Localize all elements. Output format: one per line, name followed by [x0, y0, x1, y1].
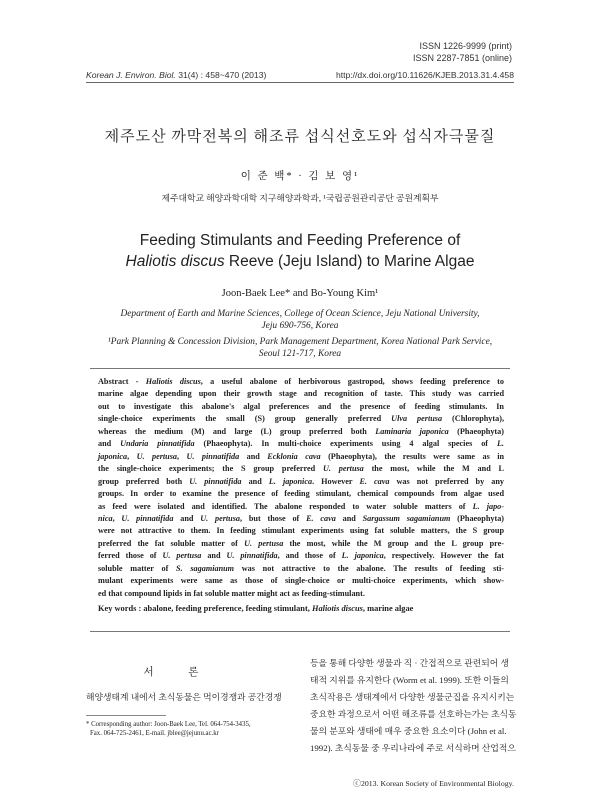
species-name: Haliotis discus — [145, 377, 201, 386]
abstract-line — [98, 538, 504, 550]
abstract-rule-bottom — [90, 631, 510, 632]
abstract-text: and — [335, 513, 363, 523]
abstract-line — [98, 476, 504, 488]
species-name: U. pinnatifida — [226, 551, 278, 561]
affiliation-1-line2: Jeju 690-756, Korea — [261, 321, 339, 331]
right-column-text — [310, 655, 517, 757]
abstract-text: soluble matter of — [98, 563, 177, 573]
abstract-line — [98, 563, 504, 575]
section-heading-introduction: 서 론 — [143, 667, 215, 678]
abstract-text: and — [239, 451, 268, 461]
issn-print: ISSN 1226-9999 (print) — [419, 41, 512, 51]
abstract-text: (Phaeophyta) — [448, 426, 504, 436]
abstract-text: (Phaeophyta), the results were same as in — [320, 451, 505, 461]
title-species: Haliotis discus — [125, 253, 225, 270]
journal-volume: 31(4) : 458~470 (2013) — [178, 70, 267, 80]
abstract-text: the single-choice experiments; the S group preferred — [98, 464, 324, 474]
abstract-text: the most, while the M and L — [363, 464, 504, 474]
abstract-text: , — [177, 451, 187, 461]
abstract-text: whereas the medium (M) and large (L) group preferred both — [98, 426, 376, 436]
abstract-text: and — [241, 476, 269, 486]
affiliation-2-line2: Seoul 121-717, Korea — [258, 349, 342, 359]
species-name: E. cava — [359, 476, 390, 486]
keywords-text: abalone, feeding preference, feeding stimulant, — [143, 604, 312, 613]
abstract-line — [98, 501, 504, 513]
abstract-text: (Phaeophyta) — [450, 513, 505, 523]
issn-online: ISSN 2287-7851 (online) — [412, 53, 512, 63]
copyright: ⓒ2013. Korean Society of Environmental Biology. — [353, 779, 514, 788]
keywords-tail: , marine algae — [362, 604, 414, 613]
abstract-text: groups. In order to examine the presence of feeding stimulant, chemical compounds from algae used — [98, 489, 504, 499]
title-english-line2 — [0, 253, 600, 271]
title-english-rest: Reeve (Jeju Island) to Marine Algae — [224, 253, 475, 270]
abstract-line — [98, 525, 504, 537]
title-korean: 제주도산 까막전복의 해조류 섭식선호도와 섭식자극물질 — [104, 129, 496, 145]
journal-name: Korean J. Environ. Biol. — [86, 70, 176, 80]
corresponding-author-footnote — [86, 720, 251, 738]
species-name: E. cava — [306, 513, 336, 523]
abstract-text: (Chlorophyta), — [442, 414, 504, 424]
body-text-line: 초식작용은 생태계에서 다양한 생물군집을 유지시키는 — [310, 692, 515, 702]
species-name: nica — [98, 513, 113, 523]
species-name: L. japo- — [472, 501, 504, 511]
abstract-line — [98, 550, 504, 562]
species-name: U. pertusa — [162, 551, 202, 561]
body-text-line: 태적 지위를 유지한다 (Worm et al. 1999). 또한 이들의 — [310, 675, 509, 685]
abstract-text: group preferred both — [98, 476, 190, 486]
abstract-text: as feed were isolated and identified. The abalone responded to water soluble matters of — [98, 501, 473, 511]
keywords — [98, 604, 413, 613]
abstract-text: the most, while the M group and the L group pre- — [283, 538, 504, 548]
species-name: Ecklonia cava — [267, 451, 321, 461]
doi-link[interactable]: http://dx.doi.org/10.11626/KJEB.2013.31.4.458 — [335, 70, 514, 80]
species-name: L. — [496, 439, 505, 449]
species-name: Sargassum sagamianum — [362, 513, 451, 523]
keywords-label: Key words : — [98, 604, 144, 613]
abstract-text: was not preferred by any — [389, 476, 504, 486]
abstract-line — [98, 401, 504, 413]
affiliation-english-2 — [0, 336, 600, 360]
abstract-line — [98, 513, 504, 525]
abstract-text: , — [112, 513, 122, 523]
abstract-line — [98, 426, 504, 438]
species-name: L. japonica — [268, 476, 313, 486]
abstract-line — [98, 588, 504, 600]
abstract-line — [98, 376, 504, 388]
species-name: U. pertusa — [200, 513, 241, 523]
abstract-text: single-choice experiments the small (S) group generally preferred — [98, 414, 392, 424]
species-name: Ulva pertusa — [391, 414, 443, 424]
abstract-text: (Phaeophyta). In multi-choice experiments using 4 algal species of — [194, 439, 497, 449]
species-name: Laminaria japonica — [375, 426, 449, 436]
left-column-text: 해양생태계 내에서 초식동물은 먹이경쟁과 공간경쟁 — [86, 692, 282, 702]
authors-korean: 이 준 백* · 김 보 영¹ — [240, 171, 360, 182]
abstract-text: , a useful abalone of herbivorous gastropod, shows feeding preference to — [200, 377, 504, 386]
footnote-rule — [86, 715, 166, 716]
species-name: U. pinnatifida — [186, 451, 240, 461]
abstract-line — [98, 488, 504, 500]
abstract-text: , but those of — [240, 513, 307, 523]
body-text-line: 중요한 과정으로서 어떤 해조류를 선호하는가는 초식동 — [310, 709, 517, 719]
affiliation-korean: 제주대학교 해양과학대학 지구해양과학과, ¹국립공원관리공단 공원계획부 — [161, 193, 439, 203]
journal-citation — [86, 70, 266, 80]
abstract-line — [98, 575, 504, 587]
abstract-text: . However — [312, 476, 360, 486]
species-name: L. japonica — [341, 551, 384, 561]
abstract-text: and — [173, 513, 201, 523]
species-name: U. pinnatifida — [121, 513, 174, 523]
body-text-line: 등을 통해 다양한 생물과 직 · 간접적으로 관련되어 생 — [310, 658, 509, 668]
header-rule — [86, 82, 514, 83]
affiliation-english-1 — [0, 308, 600, 332]
abstract-text: , respectively. However the fat — [383, 551, 504, 561]
species-name: U. pertusa — [244, 538, 284, 548]
body-text-line: 물의 분포와 생태에 매우 중요한 요소이다 (John et al. — [310, 726, 507, 736]
abstract-text: and — [201, 551, 227, 561]
abstract-text: ferred those of — [98, 551, 163, 561]
affiliation-2-line1: ¹Park Planning & Concession Division, Park Management Department, Korea National Park Service, — [107, 337, 493, 347]
abstract-line — [98, 388, 504, 400]
authors-english: Joon-Baek Lee* and Bo-Young Kim¹ — [221, 288, 379, 299]
species-name: S. sagamianum — [176, 563, 235, 573]
abstract-text: ed that compound lipids in fat soluble matter might act as feeding-stimulant. — [98, 588, 365, 598]
abstract-text: marine algae depending upon their growth stage and recognition of taste. This study was carried — [98, 389, 504, 399]
abstract-text: , — [127, 451, 137, 461]
species-name: japonica — [98, 451, 128, 461]
abstract-text: mulant experiments were same as those of single-choice or multi-choice experiments, which show- — [98, 576, 504, 586]
abstract-text: were not attractive to them. In feeding stimulant experiments using fat soluble matters, the S group — [98, 526, 504, 536]
species-name: U. pertusa — [323, 464, 364, 474]
body-text-line: 1992). 초식동물 중 우리나라에 주로 서식하며 산업적으 — [310, 743, 516, 753]
abstract-line — [98, 451, 504, 463]
abstract-rule-top — [90, 368, 510, 369]
title-english-line1: Feeding Stimulants and Feeding Preference of — [139, 232, 461, 249]
abstract-text: out to investigate this abalone's algal preferences and the presence of feeding stimulants. In — [98, 401, 504, 411]
footnote-line1: * Corresponding author: Joon-Baek Lee, Tel. 064-754-3435, — [86, 721, 251, 728]
abstract-text: preferred the fat soluble matter of — [98, 538, 245, 548]
abstract-text: Abstract - — [98, 377, 146, 386]
abstract-line — [98, 438, 504, 450]
abstract-text: and — [98, 439, 121, 449]
keywords-species: Haliotis discus — [311, 604, 363, 613]
species-name: Undaria pinnatifida — [120, 439, 195, 449]
footnote-line2: Fax. 064-725-2461, E-mail. jblee@jejunu.ac.kr — [90, 730, 219, 737]
affiliation-1-line1: Department of Earth and Marine Sciences, College of Ocean Science, Jeju National University, — [120, 309, 480, 319]
abstract-line — [98, 413, 504, 425]
abstract-line — [98, 463, 504, 475]
abstract-text: was not attractive to the abalone. The results of feeding sti- — [234, 563, 504, 573]
abstract-text: , and those of — [277, 551, 342, 561]
abstract — [98, 376, 504, 600]
species-name: U. pertusa — [136, 451, 178, 461]
species-name: U. pinnatifida — [189, 476, 242, 486]
